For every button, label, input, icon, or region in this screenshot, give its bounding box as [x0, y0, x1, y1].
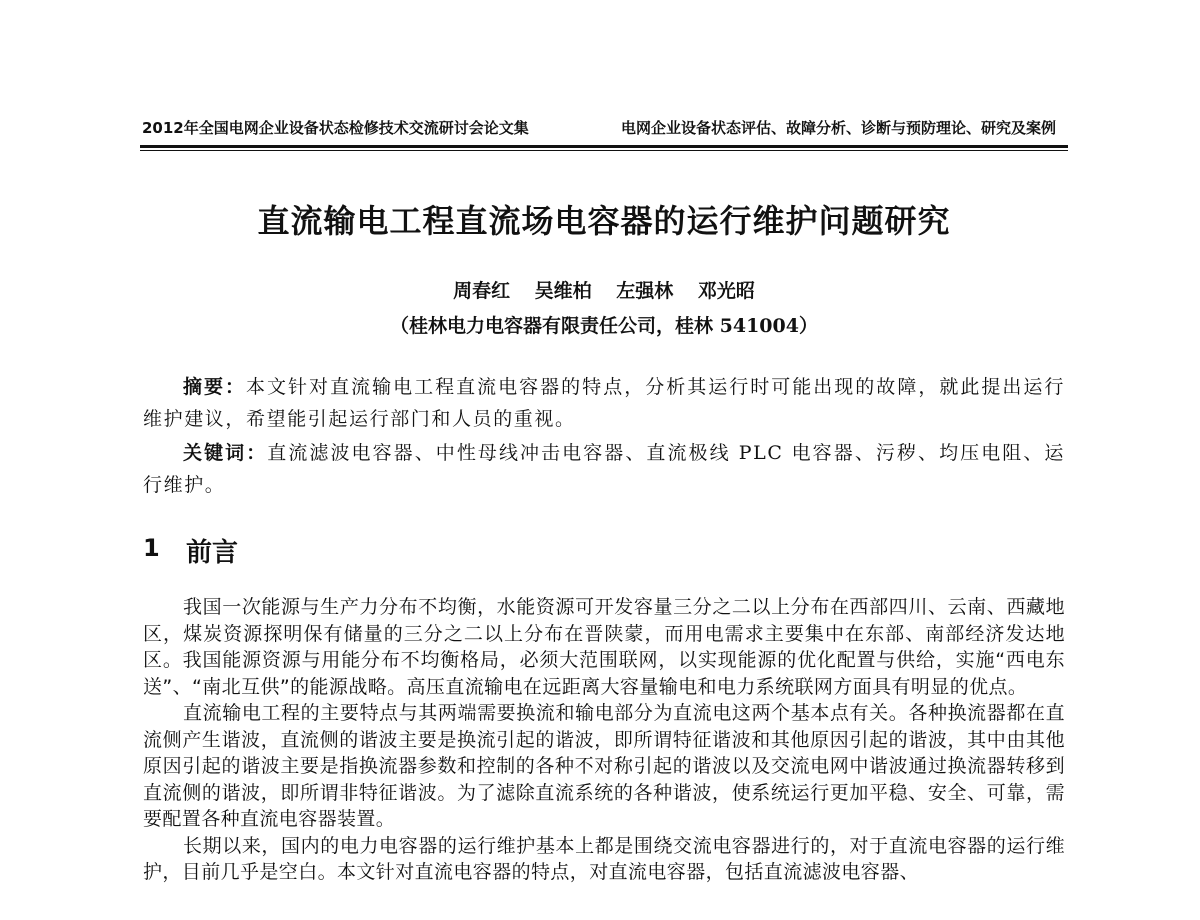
- keywords: [143, 437, 1065, 501]
- abstract: [143, 371, 1065, 435]
- section-body: [143, 594, 1065, 886]
- keywords-text: 直流滤波电容器、中性母线冲击电容器、直流极线 PLC 电容器、污秽、均压电阻、运行维护。: [143, 442, 1065, 496]
- abstract-label: 摘要：: [183, 376, 247, 398]
- body-paragraph: 我国一次能源与生产力分布不均衡，水能资源可开发容量三分之二以上分布在西部四川、云南、西藏地区，煤炭资源探明保有储量的三分之二以上分布在晋陕蒙，而用电需求主要集中在东部、南部经济发达地区。我国能源资源与用能分布不均衡格局，必须大范围联网，以实现能源的优化配置与供给，实施“西电东送”、“南北互供”的能源战略。高压直流输电在远距离大容量输电和电力系统联网方面具有明显的优点。: [143, 596, 1065, 698]
- header-rule-thick: [140, 145, 1068, 148]
- header-rule-thin: [140, 150, 1068, 151]
- body-paragraph: 长期以来，国内的电力电容器的运行维护基本上都是围绕交流电容器进行的，对于直流电容器的运行维护，目前几乎是空白。本文针对直流电容器的特点，对直流电容器，包括直流滤波电容器、: [143, 834, 1065, 883]
- paper-title: 直流输电工程直流场电容器的运行维护问题研究: [257, 202, 951, 240]
- section-number: 1: [143, 534, 160, 562]
- keywords-label: 关键词：: [183, 442, 268, 464]
- paper-authors: 周春红 吴维柏 左强林 邓光昭: [453, 280, 755, 302]
- header-topic: 电网企业设备状态评估、故障分析、诊断与预防理论、研究及案例: [620, 119, 1056, 137]
- paper-affiliation: （桂林电力电容器有限责任公司，桂林 541004）: [390, 315, 818, 337]
- abstract-text: 本文针对直流输电工程直流电容器的特点，分析其运行时可能出现的故障，就此提出运行维护建议，希望能引起运行部门和人员的重视。: [143, 376, 1065, 430]
- header-proceedings-title: 2012年全国电网企业设备状态检修技术交流研讨会论文集: [142, 119, 529, 137]
- body-paragraph: 直流输电工程的主要特点与其两端需要换流和输电部分为直流电这两个基本点有关。各种换流器都在直流侧产生谐波，直流侧的谐波主要是换流引起的谐波，即所谓特征谐波和其他原因引起的谐波，其中由其他原因引起的谐波主要是指换流器参数和控制的各种不对称引起的谐波以及交流电网中谐波通过换流器转移到直流侧的谐波，即所谓非特征谐波。为了滤除直流系统的各种谐波，使系统运行更加平稳、安全、可靠，需要配置各种直流电容器装置。: [143, 702, 1065, 830]
- section-title: 前言: [186, 538, 239, 568]
